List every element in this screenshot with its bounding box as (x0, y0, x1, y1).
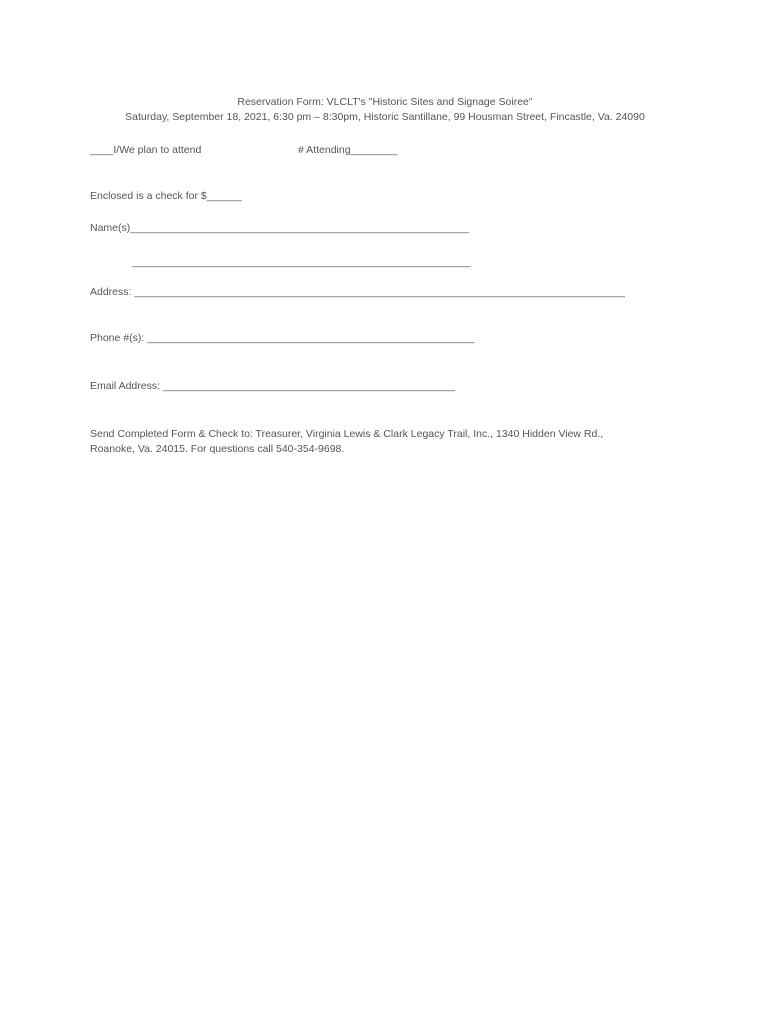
mailing-instructions (90, 427, 690, 457)
mailing-instructions-line-1: Send Completed Form & Check to: Treasurer, Virginia Lewis & Clark Legacy Trail, Inc., 1340 Hidden View Rd., (90, 428, 604, 440)
mailing-instructions-line-2: Roanoke, Va. 24015. For questions call 540-354-9698. (90, 443, 345, 455)
phone-field[interactable]: Phone #(s): ________________________________________________________ (90, 332, 475, 344)
event-details: Saturday, September 18, 2021, 6:30 pm – 8:30pm, Historic Santillane, 99 Housman Street, Fincastle, Va. 24090 (125, 111, 645, 123)
plan-to-attend-field[interactable]: ____I/We plan to attend (90, 144, 202, 156)
attendance-row (90, 143, 398, 157)
names-field-line-2[interactable]: __________________________________________________________ (132, 256, 471, 268)
form-header (0, 95, 770, 125)
check-amount-field[interactable]: Enclosed is a check for $______ (90, 190, 242, 202)
number-attending-field[interactable]: # Attending________ (298, 144, 398, 156)
email-field[interactable]: Email Address: __________________________________________________ (90, 380, 455, 392)
form-title: Reservation Form: VLCLT's "Historic Sites and Signage Soiree" (237, 96, 533, 108)
address-field[interactable]: Address: ____________________________________________________________________________________ (90, 286, 625, 298)
names-field[interactable]: Name(s)__________________________________________________________ (90, 222, 469, 234)
